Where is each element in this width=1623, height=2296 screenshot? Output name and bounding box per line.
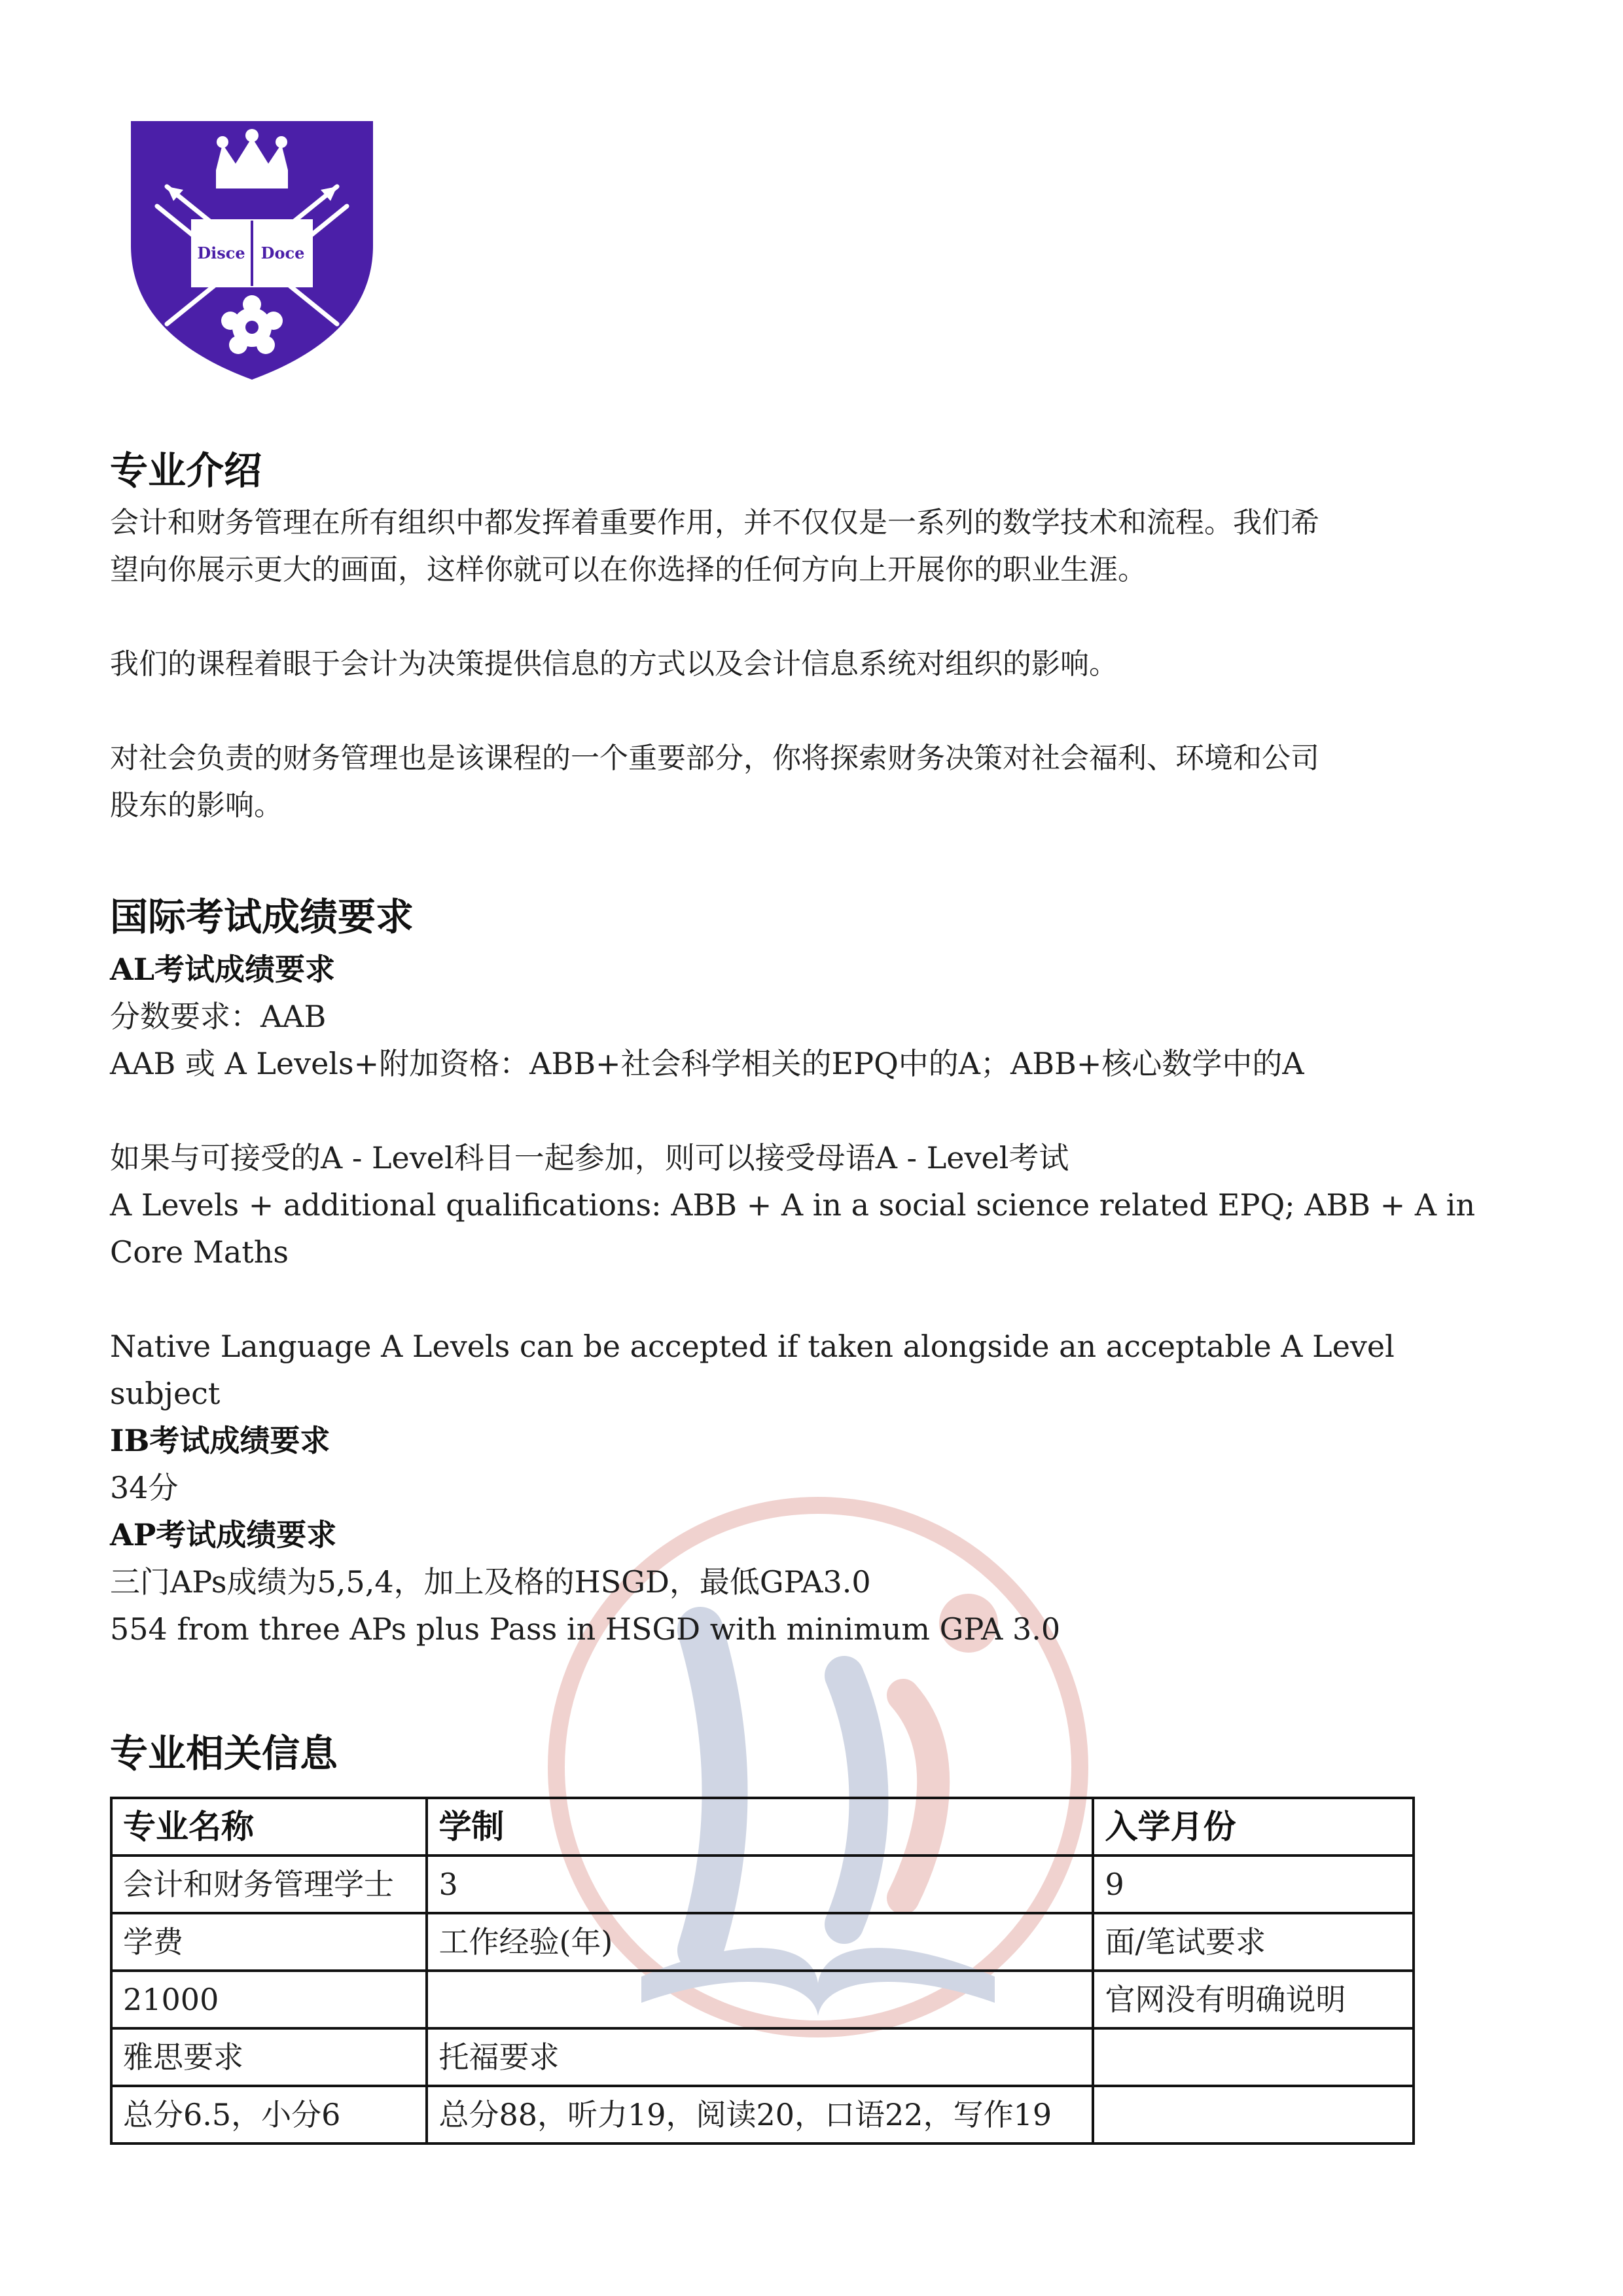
table-cell: 托福要求 bbox=[427, 2028, 1093, 2086]
table-cell: 总分88，听力19，阅读20，口语22，写作19 bbox=[427, 2086, 1093, 2144]
ib-heading: IB考试成绩要求 bbox=[110, 1423, 330, 1458]
table-cell bbox=[1093, 2028, 1414, 2086]
ap-requirement-cn: 三门APs成绩为5,5,4，加上及格的HSGD，最低GPA3.0 bbox=[110, 1564, 871, 1600]
table-cell: 9 bbox=[1093, 1856, 1414, 1913]
table-header-row bbox=[111, 1798, 1414, 1856]
al-native-language-en: Native Language A Levels can be accepted if taken alongside an acceptable A Level bbox=[110, 1329, 1395, 1364]
intro-heading: 专业介绍 bbox=[110, 448, 262, 493]
info-heading: 专业相关信息 bbox=[110, 1731, 338, 1776]
al-native-language-en-cont: subject bbox=[110, 1376, 221, 1411]
intro-paragraph-1-line-2: 望向你展示更大的画面，这样你就可以在你选择的任何方向上开展你的职业生涯。 bbox=[110, 553, 1147, 586]
al-heading: AL考试成绩要求 bbox=[110, 952, 336, 987]
university-crest-logo bbox=[118, 108, 386, 383]
ap-heading: AP考试成绩要求 bbox=[110, 1517, 337, 1552]
intro-paragraph-3-line-1: 对社会负责的财务管理也是该课程的一个重要部分，你将探索财务决策对社会福利、环境和公司 bbox=[110, 742, 1319, 775]
table-cell: 3 bbox=[427, 1856, 1093, 1913]
ap-requirement-en: 554 from three APs plus Pass in HSGD with minimum GPA 3.0 bbox=[110, 1611, 1061, 1647]
ib-score: 34分 bbox=[110, 1470, 179, 1505]
al-native-language-cn: 如果与可接受的A - Level科目一起参加，则可以接受母语A - Level考试 bbox=[110, 1140, 1069, 1175]
motto-right: Doce bbox=[260, 243, 305, 262]
al-additional-qualifications: AAB 或 A Levels+附加资格：ABB+社会科学相关的EPQ中的A；ABB+核心数学中的A bbox=[110, 1046, 1304, 1081]
table-cell: 工作经验(年) bbox=[427, 1913, 1093, 1971]
table-cell: 学制 bbox=[427, 1798, 1093, 1856]
table-row bbox=[111, 1913, 1414, 1971]
intro-paragraph-1-line-1: 会计和财务管理在所有组织中都发挥着重要作用，并不仅仅是一系列的数学技术和流程。我们希 bbox=[110, 506, 1319, 539]
intro-paragraph-3-line-2: 股东的影响。 bbox=[110, 789, 283, 822]
table-cell: 入学月份 bbox=[1093, 1798, 1414, 1856]
table-cell: 官网没有明确说明 bbox=[1093, 1971, 1414, 2028]
intro-paragraph-2: 我们的课程着眼于会计为决策提供信息的方式以及会计信息系统对组织的影响。 bbox=[110, 647, 1118, 681]
al-additional-qualifications-en: A Levels + additional qualifications: ABB + A in a social science related EPQ; ABB + A in bbox=[110, 1187, 1476, 1223]
al-score-requirement: 分数要求：AAB bbox=[110, 999, 327, 1034]
intl-heading: 国际考试成绩要求 bbox=[110, 895, 414, 939]
table-cell bbox=[1093, 2086, 1414, 2144]
table-cell: 专业名称 bbox=[111, 1798, 427, 1856]
table-row bbox=[111, 1856, 1414, 1913]
table-cell: 21000 bbox=[111, 1971, 427, 2028]
program-info-table bbox=[110, 1797, 1415, 2145]
table-cell bbox=[427, 1971, 1093, 2028]
table-cell: 会计和财务管理学士 bbox=[111, 1856, 427, 1913]
table-row bbox=[111, 2086, 1414, 2144]
table-row bbox=[111, 1971, 1414, 2028]
table-cell: 学费 bbox=[111, 1913, 427, 1971]
table-row bbox=[111, 2028, 1414, 2086]
table-cell: 总分6.5，小分6 bbox=[111, 2086, 427, 2144]
al-core-maths-en: Core Maths bbox=[110, 1234, 289, 1270]
motto-left: Disce bbox=[197, 243, 245, 262]
table-cell: 面/笔试要求 bbox=[1093, 1913, 1414, 1971]
table-cell: 雅思要求 bbox=[111, 2028, 427, 2086]
